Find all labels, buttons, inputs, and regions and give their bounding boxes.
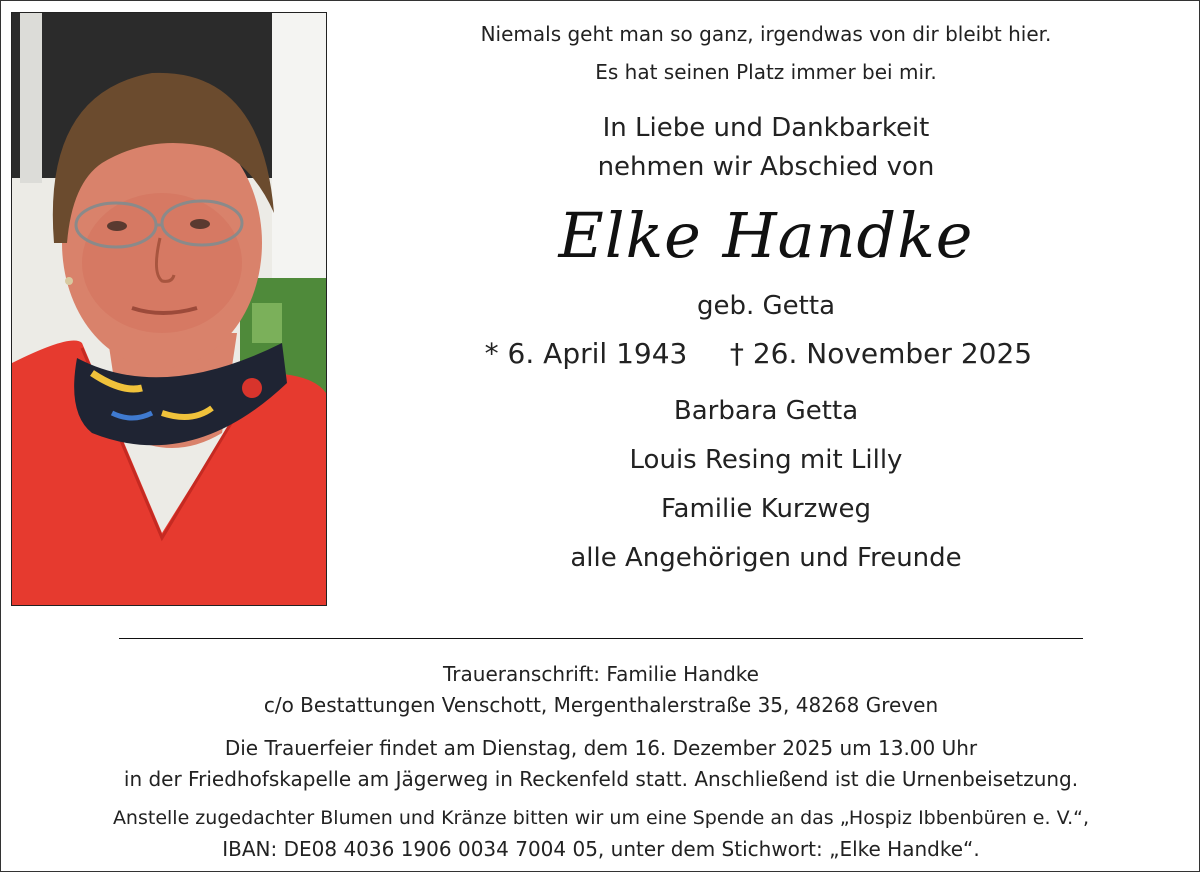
mourner-1: Barbara Getta [673,396,859,426]
donation-line-1: Anstelle zugedachter Blumen und Kränze bitten wir um eine Spende an das „Hospiz Ibbenbüren e. V.“, [112,807,1090,829]
donation-line-2: IBAN: DE08 4036 1906 0034 7004 05, unter dem Stichwort: „Elke Handke“. [222,837,980,861]
death-date: † 26. November 2025 [729,337,1033,370]
intro-line-1: In Liebe und Dankbarkeit [602,113,930,143]
intro-line-2: nehmen wir Abschied von [597,152,935,182]
mourner-2: Louis Resing mit Lilly [629,445,903,475]
address-line-1: Traueranschrift: Familie Handke [443,662,759,686]
divider [119,638,1083,639]
birth-date: * 6. April 1943 [484,337,688,370]
address-line-2: c/o Bestattungen Venschott, Mergenthalerstraße 35, 48268 Greven [263,693,939,717]
quote-line-2: Es hat seinen Platz immer bei mir. [595,60,937,84]
mourner-3: Familie Kurzweg [660,494,872,524]
portrait-photo [11,12,327,606]
ceremony-line-1: Die Trauerfeier findet am Dienstag, dem 16. Dezember 2025 um 13.00 Uhr [224,736,978,760]
birth-name: geb. Getta [697,291,835,321]
mourner-4: alle Angehörigen und Freunde [570,543,962,573]
ceremony-line-2: in der Friedhofskapelle am Jägerweg in Reckenfeld statt. Anschließend ist die Urnenbeisetzung. [123,767,1079,791]
deceased-name: Elke Handke [558,199,974,272]
quote-line-1: Niemals geht man so ganz, irgendwas von dir bleibt hier. [480,22,1052,46]
